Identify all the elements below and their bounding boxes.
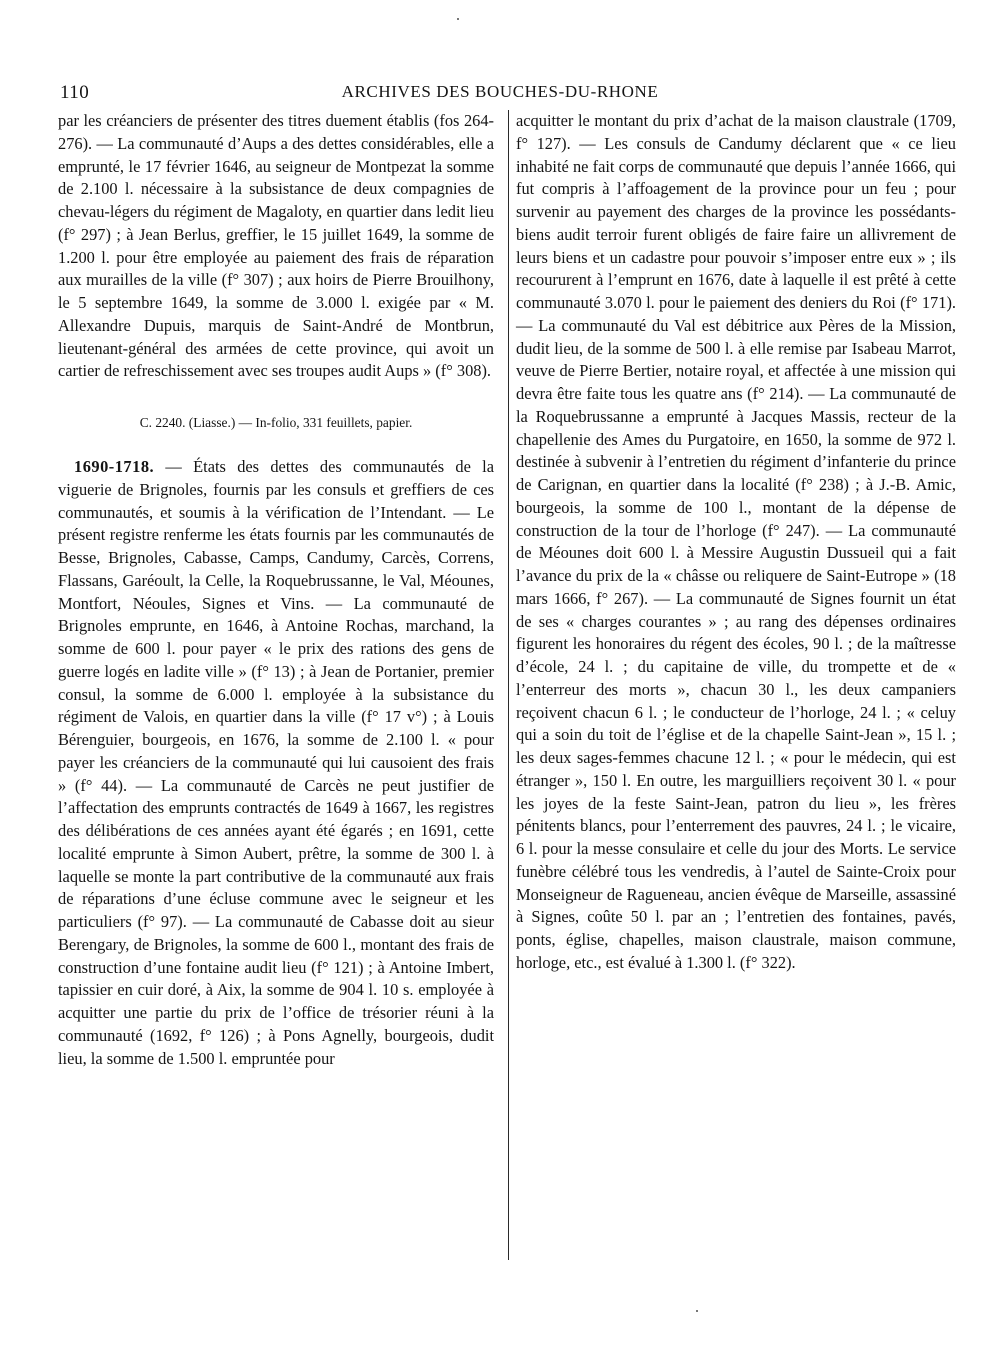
left-column: [58, 110, 494, 1070]
scan-speck: [696, 1310, 698, 1312]
entry-date: 1690-1718.: [74, 457, 155, 476]
column-divider: [508, 110, 509, 1260]
page-number: 110: [60, 82, 90, 103]
right-column: [516, 110, 956, 975]
archive-notice: C. 2240. (Liasse.) — In-folio, 331 feuillets, papier.: [139, 415, 413, 430]
left-paragraph-continuation: par les créanciers de présenter des titres duement établis (fos 264-276). — La communauté d’Aups a des dettes considérables, elle a emprunté, le 17 février 1646, au seigneur de Montpezat la somme de 2.100 l. nécessaire à la subsistance de deux compagnies de chevau-légers du régiment de Magaloty, en quartier dans ledit lieu (f° 297) ; à Jean Berlus, greffier, le 15 juillet 1649, la somme de 1.200 l. pour être employée au paiement des frais de réparation aux murailles de la ville (f° 307) ; aux hoirs de Pierre Brouilhony, le 5 septembre 1649, la somme de 3.000 l. exigée par « M. Allexandre Dupuis, marquis de Saint-André de Montbrun, lieutenant-général des armées de cette province, qui avoit un cartier de refreschissement avec ses troupes audit Aups » (f° 308).: [58, 111, 494, 381]
scan-speck: [457, 18, 459, 20]
right-paragraph: acquitter le montant du prix d’achat de la maison claustrale (1709, f° 127). — Les consuls de Candumy déclarent que « ce lieu inhabité ne fait corps de communauté que depuis l’année 1666, qui fut compris à l’affoagement de la province pour un feu ; pour survenir au payement des charges de la province les possédants-biens audit terroir furent obligés de faire faire un allivrement de leurs biens et un cadastre pour pouvoir s’imposer entre eux » ; ils recoururent à l’emprunt en 1676, date à laquelle il est prêté à cette communauté 3.070 l. pour le paiement des deniers du Roi (f° 171). — La communauté du Val est débitrice aux Pères de la Mission, dudit lieu, de la somme de 500 l. à elle remise par Isabeau Marrot, veuve de Pierre Bertier, notaire royal, et affectée à une mission qui devra être faite tous les quatre ans (f° 214). — La communauté de la Roquebrussanne a emprunté à Jacques Massis, recteur de la chapellenie des Ames du Purgatoire, en 1650, la somme de 972 l. destinée à subvenir à l’entretien du régiment d’infanterie du prince de Carignan, en quartier dans la localité (f° 238) ; à J.-B. Amic, bourgeois, la somme de 100 l., montant de la dépense de construction de la tour de l’horloge (f° 247). — La communauté de Méounes doit 600 l. à Messire Augustin Dussueil qui a fait l’avance du prix de la « châsse ou reliquere de Saint-Eutrope » (18 mars 1666, f° 267). — La communauté de Signes fournit un état de ses « charges courantes » ; au rang des dépenses ordinaires figurent les honoraires du régent des écoles, 90 l. ; de la maîtresse d’école, 24 l. ; du capitaine de ville, du trompette et de « l’enterreur des morts », chacun 30 l., les deux campaniers reçoivent chacun 6 l. ; le conducteur de l’horloge, 24 l. ; « celuy qui a soin du toit de l’église et de la chapelle Saint-Jean », 15 l. ; les deux sages-femmes chacune 12 l. ; « pour le médecin, qui est étranger », 150 l. En outre, les marguilliers reçoivent 30 l. « pour les joyes de la feste Saint-Jean, patron du lieu », les frères pénitents blancs, pour l’enterrement des pauvres, 24 l. ; le vicaire, 6 l. pour la messe consulaire et celle du jour des Morts. Le service funèbre célébré tous les vendredis, à l’autel de Sainte-Croix pour Monseigneur de Ragueneau, ancien évêque de Marseille, assassiné à Signes, coûte 50 l. par an ; l’entretien des fontaines, pavés, ponts, église, chapelles, maison claustrale, maison commune, horloge, etc., est évalué à 1.300 l. (f° 322).: [516, 111, 956, 972]
running-title: ARCHIVES DES BOUCHES-DU-RHONE: [341, 82, 659, 101]
entry-paragraph: [58, 456, 494, 1070]
entry-text: — États des dettes des communautés de la viguerie de Brignoles, fournis par les consuls et greffiers de ces communautés, et soumis à la vérification de l’Intendant. — Le présent registre renferme les états fournis par les communautés de Besse, Brignoles, Cabasse, Camps, Candumy, Carcès, Correns, Flassans, Garéoult, la Celle, la Roquebrussanne, le Val, Méounes, Montfort, Néoules, Signes et Vins. — La communauté de Brignoles emprunte, en 1646, à Antoine Rochas, marchand, la somme de 600 l. pour payer « le prix des rations des gens de guerre logés en ladite ville » (f° 13) ; à Jean de Portanier, premier consul, la somme de 6.000 l. employée à la subsistance du régiment de Valois, en quartier dans la ville (f° 17 v°) ; à Louis Bérenguier, bourgeois, en 1676, la somme de 2.100 l. « pour payer les créanciers de la communauté qui lui causoient des frais » (f° 44). — La communauté de Carcès ne peut justifier de l’affectation des emprunts contractés de 1649 à 1667, les registres des délibérations de ces années ayant été égarés ; en 1691, cette localité emprunte à Simon Aubert, prêtre, la somme de 300 l. à laquelle se monte la part contributive de la communauté aux frais de réparations d’une écluse commune avec le seigneur et les particuliers (f° 97). — La communauté de Cabasse doit au sieur Berengary, de Brignoles, la somme de 600 l., montant des frais de construction d’une fontaine audit lieu (f° 121) ; à Antoine Imbert, tapissier en cuir doré, à Aix, la somme de 904 l. 10 s. employée à acquitter une partie du prix de l’office de trésorier réuni à la communauté (1692, f° 126) ; à Pons Agnelly, bourgeois, dudit lieu, la somme de 1.500 l. empruntée pour: [58, 457, 494, 1068]
